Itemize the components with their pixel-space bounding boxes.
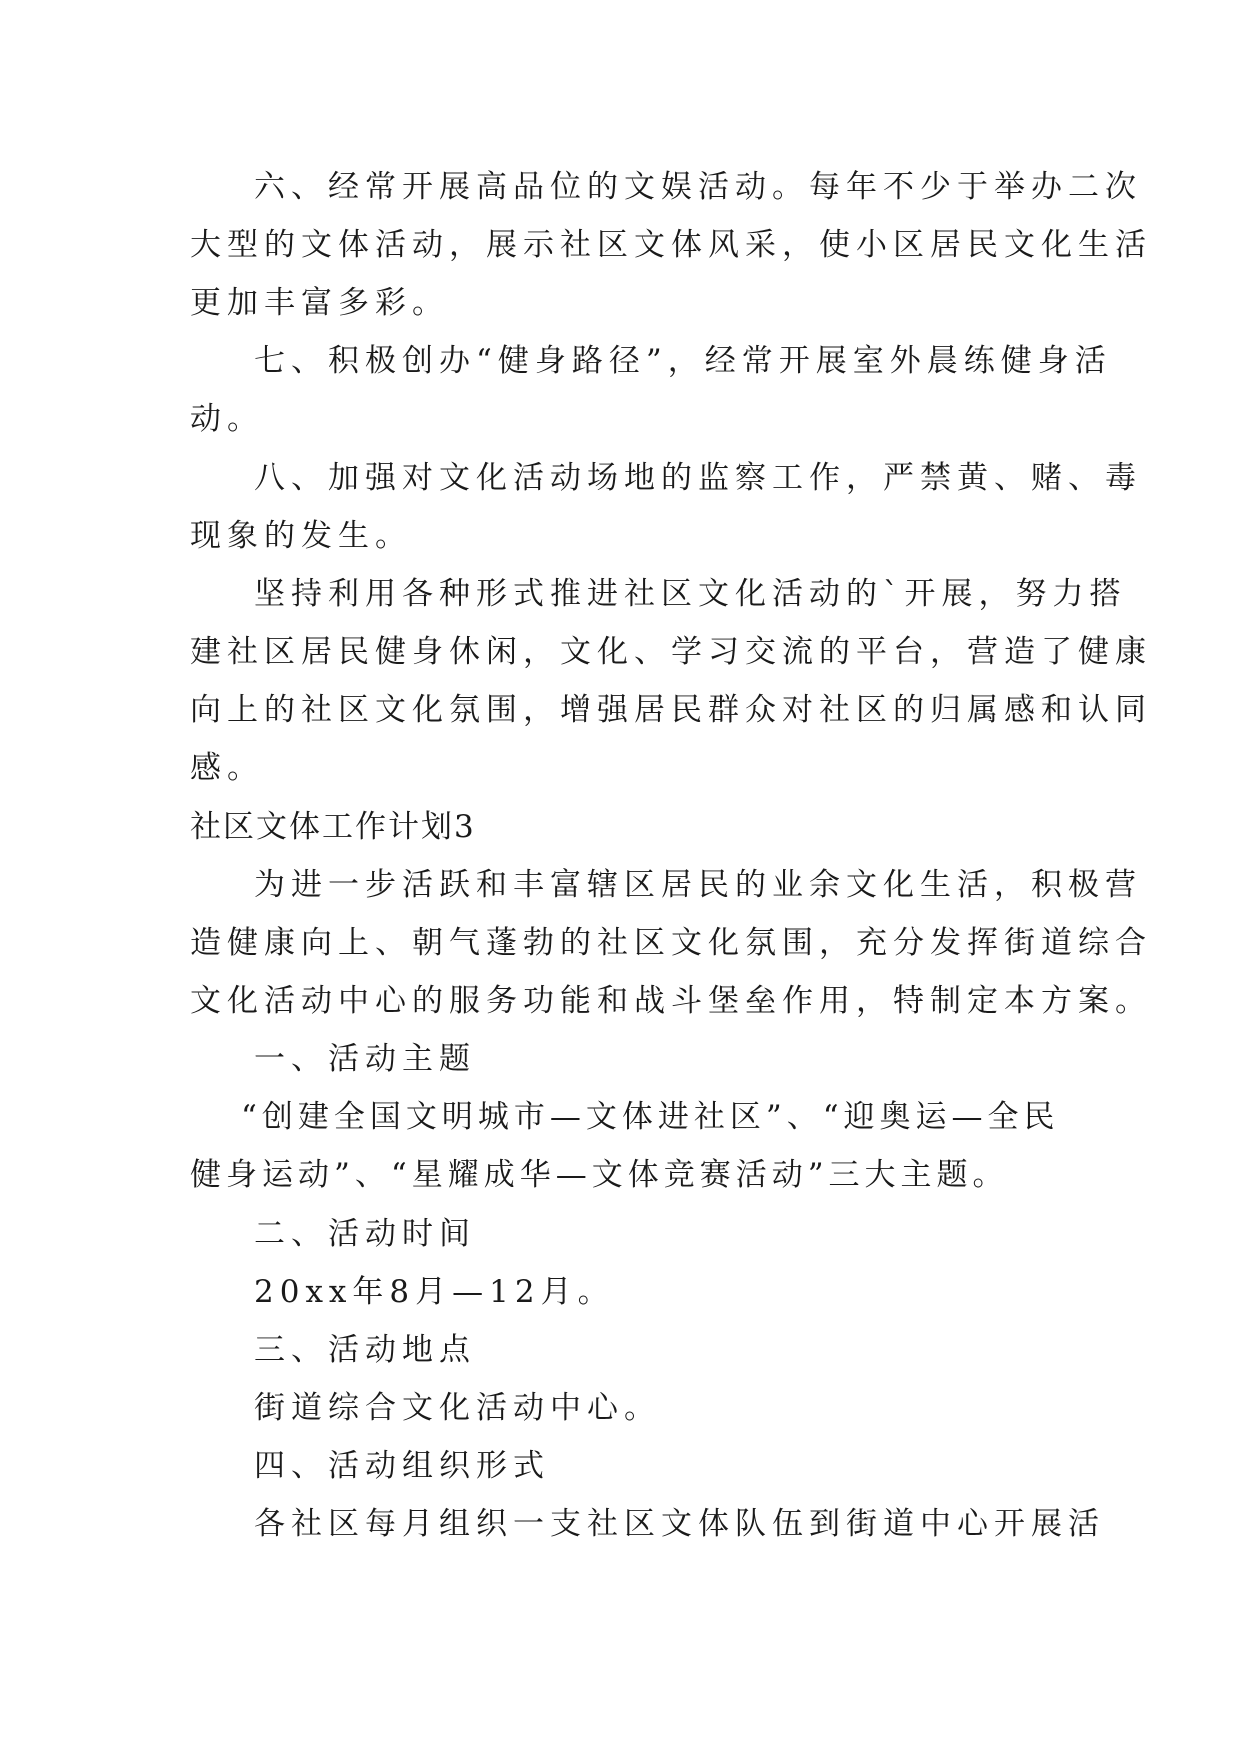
theme-line-2: 健身运动”、“星耀成华—文体竞赛活动”三大主题。 — [190, 1157, 1009, 1193]
time-value: 20xx年8月—12月。 — [254, 1274, 615, 1310]
intro-line-3: 文化活动中心的服务功能和战斗堡垒作用，特制定本方案。 — [190, 983, 1152, 1019]
paragraph-6-line-2: 大型的文体活动，展示社区文体风采，使小区居民文化生活 — [190, 227, 1152, 263]
summary-line-2: 建社区居民健身休闲，文化、学习交流的平台，营造了健康 — [190, 634, 1152, 670]
heading-time: 二、活动时间 — [254, 1216, 476, 1252]
paragraph-8-line-1: 八、加强对文化活动场地的监察工作，严禁黄、赌、毒 — [254, 460, 1142, 496]
intro-line-2: 造健康向上、朝气蓬勃的社区文化氛围，充分发挥街道综合 — [190, 925, 1152, 961]
paragraph-7-line-2: 动。 — [190, 401, 264, 437]
section-title: 社区文体工作计划3 — [190, 809, 476, 845]
paragraph-6-line-3: 更加丰富多彩。 — [190, 285, 449, 321]
heading-organization: 四、活动组织形式 — [254, 1448, 550, 1484]
summary-line-1: 坚持利用各种形式推进社区文化活动的`开展，努力搭 — [254, 576, 1127, 612]
heading-theme: 一、活动主题 — [254, 1041, 476, 1077]
intro-line-1: 为进一步活跃和丰富辖区居民的业余文化生活，积极营 — [254, 867, 1142, 903]
paragraph-6-line-1: 六、经常开展高品位的文娱活动。每年不少于举办二次 — [254, 169, 1142, 205]
organization-line-1: 各社区每月组织一支社区文体队伍到街道中心开展活 — [254, 1506, 1105, 1542]
paragraph-8-line-2: 现象的发生。 — [190, 518, 412, 554]
paragraph-7-line-1: 七、积极创办“健身路径”，经常开展室外晨练健身活 — [254, 343, 1112, 379]
location-value: 街道综合文化活动中心。 — [254, 1390, 661, 1426]
heading-location: 三、活动地点 — [254, 1332, 476, 1368]
summary-line-3: 向上的社区文化氛围，增强居民群众对社区的归属感和认同 — [190, 692, 1152, 728]
summary-line-4: 感。 — [190, 750, 264, 786]
theme-line-1: “创建全国文明城市—文体进社区”、“迎奥运—全民 — [241, 1099, 1060, 1135]
